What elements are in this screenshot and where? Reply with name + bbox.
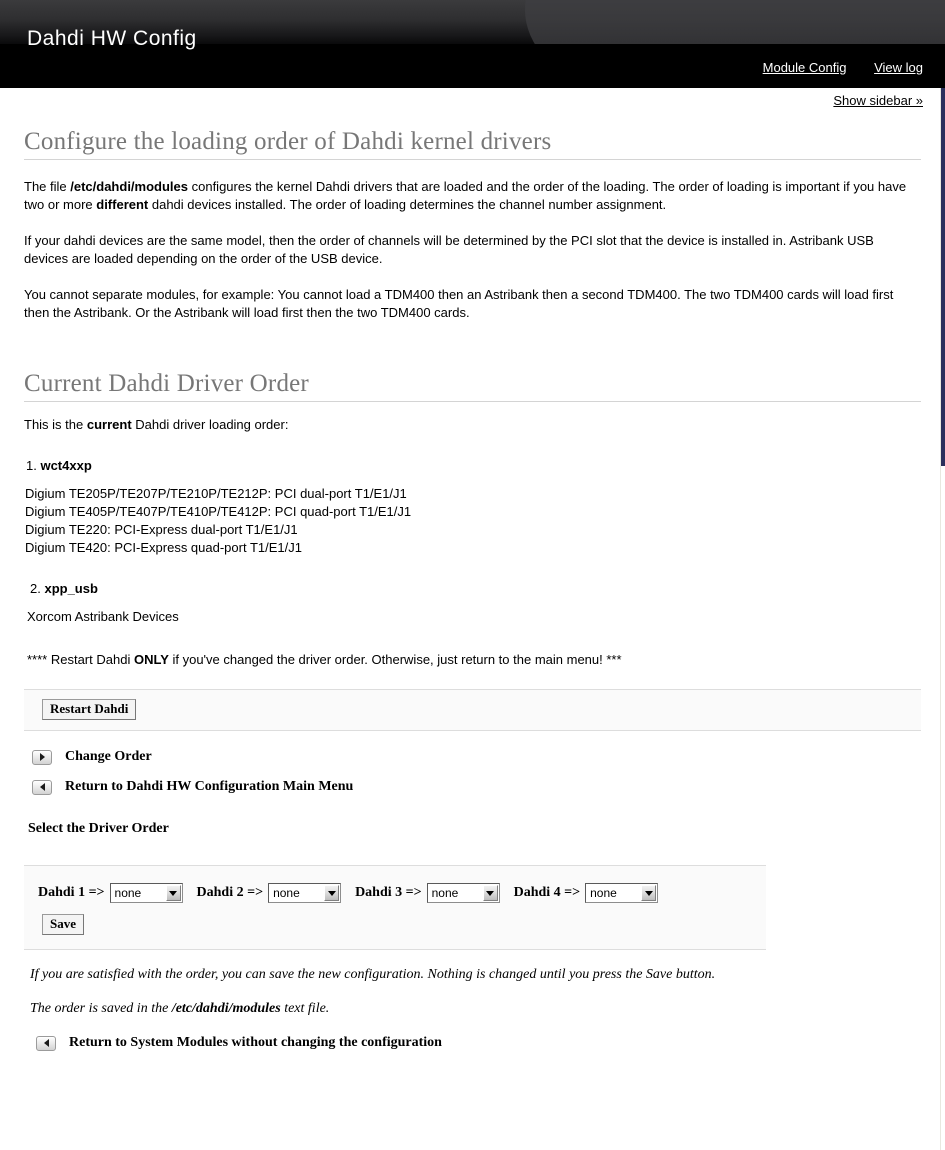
chevron-down-icon[interactable] [483,885,498,901]
app-header [0,0,945,88]
dahdi-2-select[interactable] [268,883,341,903]
dahdi-3-label: Dahdi 3 => [355,885,422,900]
return-main-menu-link[interactable] [32,779,921,795]
return-main-menu-label[interactable]: Return to Dahdi HW Configuration Main Menu [65,779,354,794]
modules-path-bold: /etc/dahdi/modules [70,179,188,194]
nav-view-log[interactable]: View log [874,60,923,75]
nav-module-config[interactable]: Module Config [762,60,847,75]
lead-post: Dahdi driver loading order: [131,417,289,432]
app-title: Dahdi HW Config [27,27,197,50]
change-order-link[interactable] [32,749,921,765]
driver-order-form-panel [24,865,766,950]
vertical-scrollbar-thumb[interactable] [941,88,945,466]
intro-paragraph-1 [24,178,921,214]
sidebar-toggle-row [0,88,945,114]
note2-post: text file. [280,1001,330,1016]
page-content [0,128,945,1051]
save-note-2 [30,1001,921,1017]
change-order-label[interactable]: Change Order [65,749,152,764]
driver-order-selects [38,883,766,903]
driver-module-name: xpp_usb [44,581,98,596]
note2-path-bold: /etc/dahdi/modules [171,1001,281,1016]
arrow-right-icon[interactable] [32,750,52,765]
chevron-down-icon[interactable] [324,885,339,901]
chevron-down-icon[interactable] [166,885,181,901]
dahdi-1-label: Dahdi 1 => [38,885,105,900]
current-order-lead [24,416,921,434]
show-sidebar-link[interactable]: Show sidebar » [833,93,923,108]
intro-post: dahdi devices installed. The order of loading determines the channel number assignment. [148,197,667,212]
driver-description-line: Digium TE405P/TE407P/TE410P/TE412P: PCI quad-port T1/E1/J1 [25,504,412,519]
intro-mid: configures the kernel Dahdi drivers that are loaded and the order of the loading. The order of loading is important if you have two or more [24,179,907,212]
save-note-1: If you are satisfied with the order, you can save the new configuration. Nothing is changed until you press the Save button. [30,967,716,982]
save-button-wrap [42,914,766,935]
save-button[interactable]: Save [42,914,84,935]
page-title: Configure the loading order of Dahdi kernel drivers [24,128,921,160]
current-order-heading: Current Dahdi Driver Order [24,370,921,402]
arrow-left-icon[interactable] [32,780,52,795]
current-bold: current [86,417,132,432]
warning-pre: **** Restart Dahdi [27,652,134,667]
note2-pre: The order is saved in the [30,1001,172,1016]
restart-warning [27,652,921,667]
dahdi-4-select[interactable] [585,883,658,903]
chevron-down-icon[interactable] [641,885,656,901]
intro-pre: The file [24,179,71,194]
dahdi-4-label: Dahdi 4 => [513,885,581,900]
restart-dahdi-panel [24,689,921,731]
arrow-left-icon[interactable] [36,1036,56,1051]
driver-description-line: Digium TE220: PCI-Express dual-port T1/E1/J1 [25,522,298,537]
driver-number: 1. [26,458,37,473]
different-bold: different [96,197,149,212]
only-bold: ONLY [133,652,169,667]
dahdi-3-select[interactable] [427,883,500,903]
dahdi-2-value: none [273,886,300,900]
driver-module-name: wct4xxp [40,458,92,473]
driver-description-line: Digium TE205P/TE207P/TE210P/TE212P: PCI dual-port T1/E1/J1 [25,486,407,501]
return-system-modules-label[interactable]: Return to System Modules without changing the configuration [69,1035,442,1050]
driver-descriptions [27,608,921,626]
dahdi-1-value: none [114,886,142,900]
dahdi-1-select[interactable] [110,883,183,903]
driver-entry [26,458,921,473]
driver-description-line: Xorcom Astribank Devices [27,609,179,624]
warning-post: if you've changed the driver order. Otherwise, just return to the main menu! *** [168,652,622,667]
intro-paragraph-2: If your dahdi devices are the same model, then the order of channels will be determined by the PCI slot that the device is installed in. Astribank USB devices are loaded depending on the order of the USB device. [24,233,874,266]
driver-description-line: Digium TE420: PCI-Express quad-port T1/E1/J1 [25,540,302,555]
dahdi-3-value: none [431,886,459,900]
header-nav [739,60,923,75]
select-driver-order-heading: Select the Driver Order [28,821,169,836]
dahdi-4-value: none [590,886,617,900]
driver-entry [30,581,921,596]
driver-descriptions [25,485,921,557]
intro-paragraph-3: You cannot separate modules, for example: You cannot load a TDM400 then an Astribank then a second TDM400. The two TDM400 cards will load first then the Astribank. Or the Astribank will load first then the two TDM400 cards. [24,287,894,320]
restart-dahdi-button[interactable]: Restart Dahdi [42,699,136,720]
return-system-modules-link[interactable] [36,1035,921,1051]
driver-number: 2. [30,581,41,596]
lead-pre: This is the [24,417,87,432]
dahdi-2-label: Dahdi 2 => [196,885,264,900]
